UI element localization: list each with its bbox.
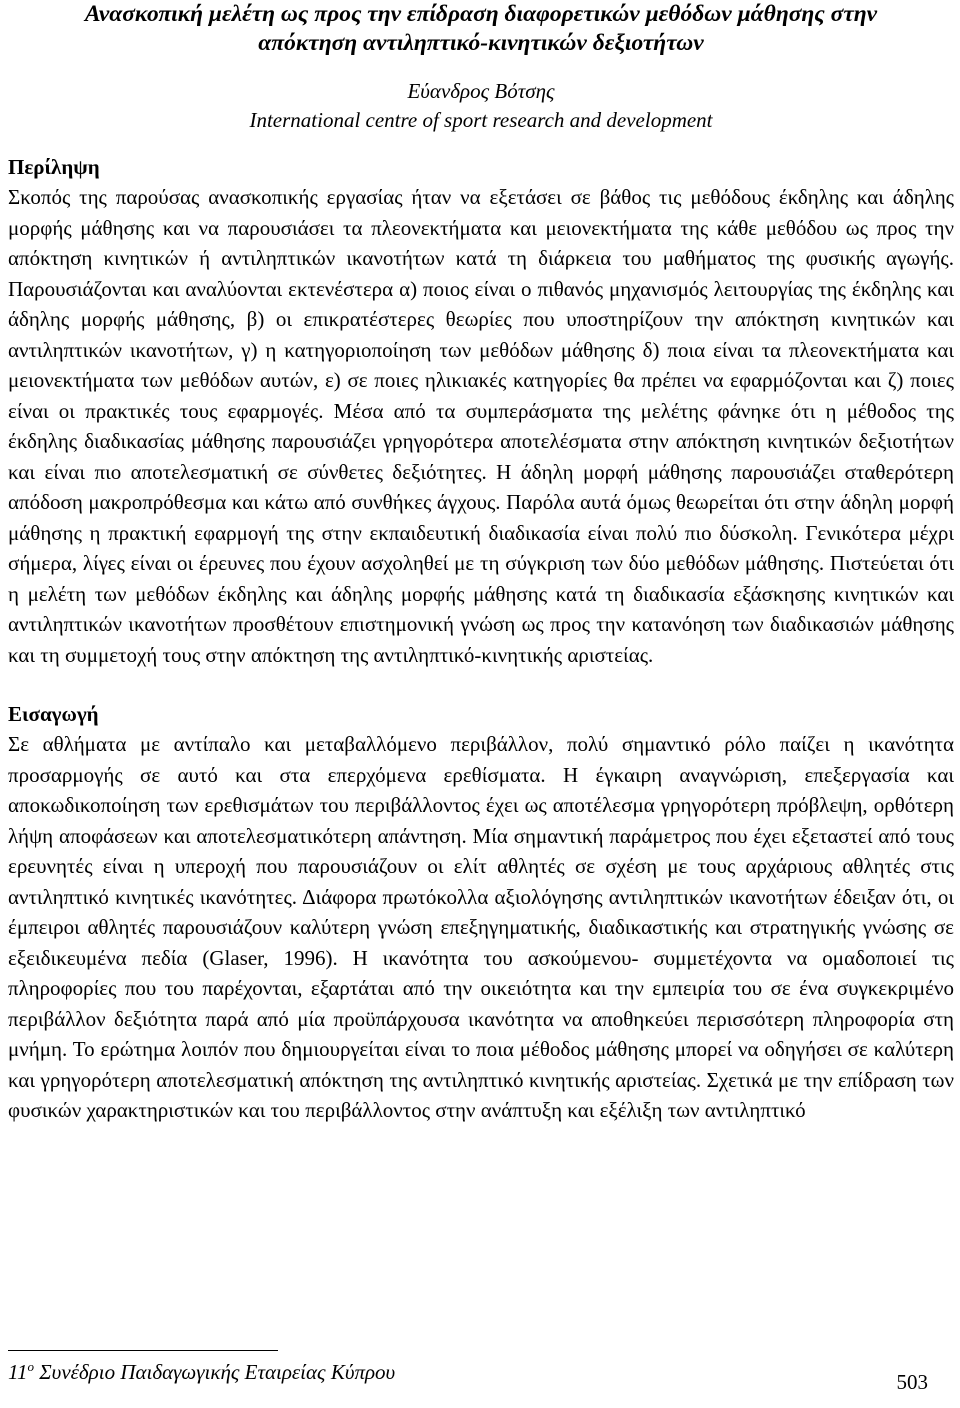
title-line-1: Ανασκοπική μελέτη ως προς την επίδραση διαφορετικών μεθόδων μάθησης στην [84, 1, 878, 27]
author-name: Εύανδρος Βότσης [407, 79, 555, 103]
footer-conference-number: 11 [8, 1360, 28, 1384]
abstract-body: Σκοπός της παρούσας ανασκοπικής εργασίας ήταν να εξετάσει σε βάθος τις μεθόδους έκδηλης και άδηλης μορφής μάθησης και να παρουσιάσει τα πλεονεκτήματα και μειονεκτήματα της κάθε μεθόδου ως προς την απόκτηση κινητικών ή αντιληπτικών ικανοτήτων κατά τη διάρκεια του μαθήματος της φυσικής αγωγής. Παρουσιάζονται και αναλύονται εκτενέστερα α) ποιος είναι ο πιθανός μηχανισμός λειτουργίας της έκδηλης και άδηλης μορφής μάθησης, β) οι επικρατέστερες θεωρίες που υποστηρίζουν την απόκτηση κινητικών και αντιληπτικών ικανοτήτων, γ) η κατηγοριοποίηση των μεθόδων μάθησης δ) ποια είναι τα πλεονεκτήματα και μειονεκτήματα των μεθόδων αυτών, ε) σε ποιες ηλικιακές κατηγορίες θα πρέπει να εφαρμόζονται και ζ) ποιες είναι οι πρακτικές τους εφαρμογές. Μέσα από τα συμπεράσματα της μελέτης φάνηκε ότι η μέθοδος της έκδηλης διαδικασίας μάθησης παρουσιάζει γρηγορότερα αποτελέσματα στην απόκτηση κινητικών δεξιοτήτων και είναι πιο αποτελεσματική σε σύνθετες δεξιότητες. Η άδηλη μορφή μάθησης παρουσιάζει σταθερότερη απόδοση μακροπρόθεσμα και κάτω από συνθήκες άγχους. Παρόλα αυτά όμως θεωρείται ότι στην άδηλη μορφή μάθησης η πρακτική εφαρμογή της στην εκπαιδευτική διαδικασία είναι πολύ πιο δύσκολη. Γενικότερα μέχρι σήμερα, λίγες είναι οι έρευνες που έχουν ασχοληθεί με τη σύγκριση των δύο μεθόδων μάθησης. Πιστεύεται ότι η μελέτη των μεθόδων έκδηλης και άδηλης μορφής μάθησης κατά τη διαδικασία εξάσκησης κινητικών και αντιληπτικών ικανοτήτων προσθέτουν επιστημονική γνώση ως προς την κατανόηση των διαδικασιών μάθησης και τη συμμετοχή τους στην απόκτηση της αντιληπτικό-κινητικής αριστείας. [8, 185, 954, 667]
footer-conference [8, 1358, 395, 1386]
page-number: 503 [896, 1370, 928, 1394]
footer-conference-name: Συνέδριο Παιδαγωγικής Εταιρείας Κύπρου [39, 1360, 396, 1384]
page-footer [8, 1350, 954, 1408]
introduction-heading: Εισαγωγή [8, 702, 99, 726]
author-block [8, 77, 954, 135]
footer-rule [8, 1350, 278, 1351]
introduction-body: Σε αθλήματα με αντίπαλο και μεταβαλλόμενο περιβάλλον, πολύ σημαντικό ρόλο παίζει η ικανότητα προσαρμογής σε αυτό και στα επερχόμενα ερεθίσματα. Η έγκαιρη αναγνώριση, επεξεργασία και αποκωδικοποίηση των ερεθισμάτων του περιβάλλοντος έχει ως αποτέλεσμα γρηγορότερη πρόβλεψη, ορθότερη λήψη αποφάσεων και αποτελεσματικότερη απάντηση. Μία σημαντική παράμετρος που έχει εξεταστεί από τους ερευνητές είναι η υπεροχή που παρουσιάζουν οι ελίτ αθλητές σε σχέση με τους αρχάριους αθλητές στις αντιληπτικό κινητικές ικανότητες. Διάφορα πρωτόκολλα αξιολόγησης αντιληπτικών ικανοτήτων έδειξαν ότι, οι έμπειροι αθλητές παρουσιάζουν καλύτερη γνώση επεξηγηματικής, διαδικαστικής και στρατηγικής γνώσης σε εξειδικευμένα πεδία (Glaser, 1996). Η ικανότητα του ασκούμενου- συμμετέχοντα να ομαδοποιεί τις πληροφορίες που του παρέχονται, εξαρτάται από την οικειότητα και την εμπειρία του σε ένα συγκεκριμένο περιβάλλον δεξιότητα παρά από μία προϋπάρχουσα ικανότητα να αποθηκεύει περισσότερη πληροφορία στη μνήμη. Το ερώτημα λοιπόν που δημιουργείται είναι το ποια μέθοδος μάθησης μπορεί να οδηγήσει σε καλύτερη και γρηγορότερη αποτελεσματική απόκτηση της αντιληπτικό κινητικής αριστείας. Σχετικά με την επίδραση των φυσικών χαρακτηριστικών και του περιβάλλοντος στην ανάπτυξη και εξέλιξη των αντιληπτικό [8, 732, 954, 1122]
paper-title [8, 0, 954, 58]
footer-ordinal-superscript: ο [27, 1359, 34, 1374]
abstract-heading: Περίληψη [8, 155, 100, 179]
title-line-2: απόκτηση αντιληπτικό-κινητικών δεξιοτήτων [258, 30, 704, 56]
author-affiliation: International centre of sport research and development [249, 108, 713, 132]
